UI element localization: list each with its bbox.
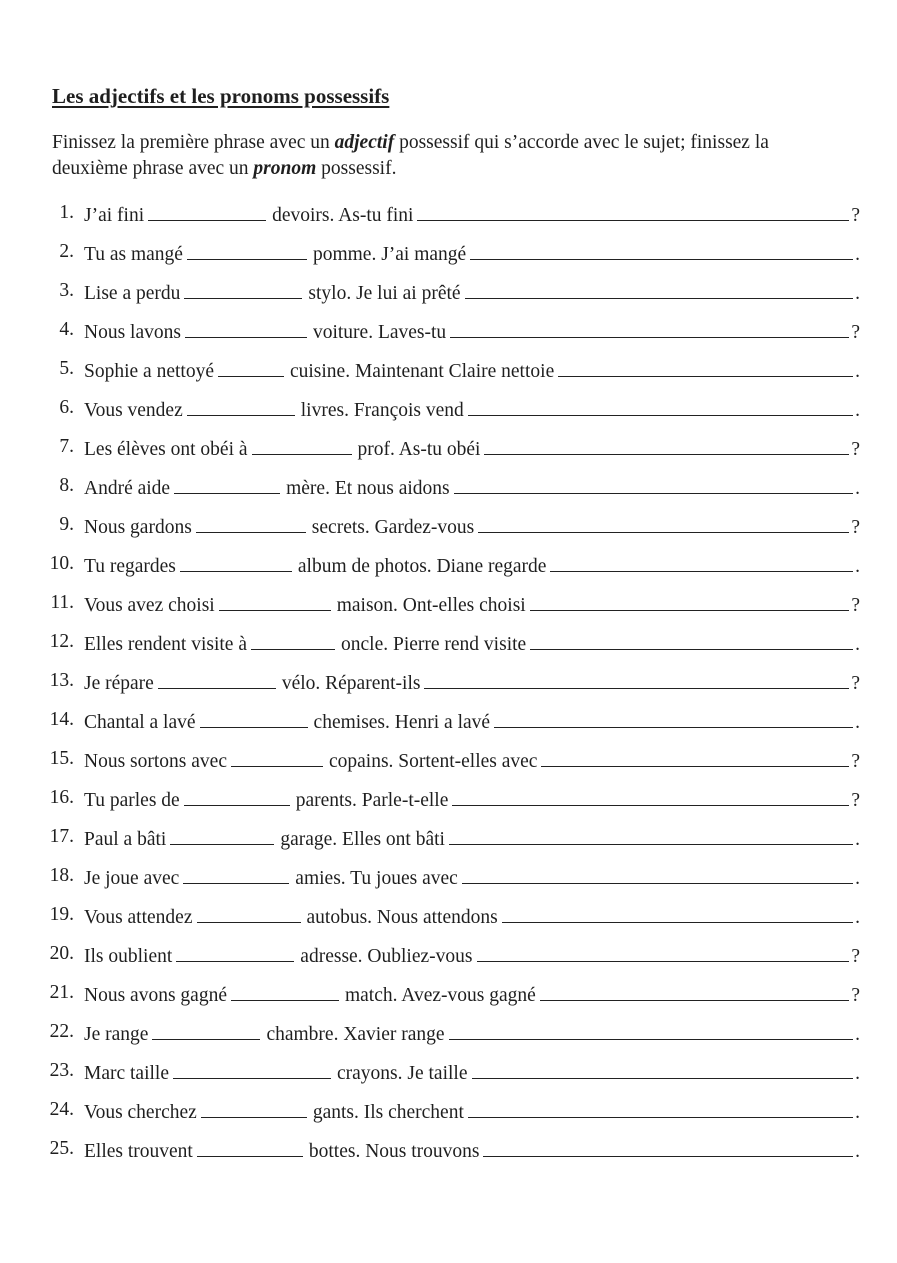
item-sentence <box>84 1017 860 1050</box>
exercise-item <box>0 354 860 384</box>
pronoun-blank[interactable] <box>472 1056 854 1079</box>
pronoun-blank[interactable] <box>502 900 853 923</box>
adjective-blank[interactable] <box>185 315 307 338</box>
exercise-item <box>0 198 860 228</box>
sentence-start: Tu parles de <box>84 790 180 811</box>
end-punctuation: ? <box>851 790 860 811</box>
end-punctuation: ? <box>851 946 860 967</box>
adjective-blank[interactable] <box>218 354 284 377</box>
sentence-middle: album de photos. Diane regarde <box>297 556 547 577</box>
item-sentence <box>84 822 860 855</box>
sentence-start: Paul a bâti <box>84 829 167 850</box>
end-punctuation: ? <box>851 595 860 616</box>
adjective-blank[interactable] <box>176 939 294 962</box>
adjective-blank[interactable] <box>183 861 289 884</box>
adjective-blank[interactable] <box>187 237 307 260</box>
item-number: 23. <box>49 1060 74 1081</box>
item-sentence <box>84 783 860 816</box>
sentence-middle: devoirs. As-tu fini <box>272 205 414 226</box>
end-punctuation: . <box>855 1063 860 1084</box>
exercise-item <box>0 627 860 657</box>
sentence-start: Nous avons gagné <box>84 985 227 1006</box>
exercise-item <box>0 744 860 774</box>
adjective-blank[interactable] <box>231 744 323 767</box>
end-punctuation: . <box>855 283 860 304</box>
item-number: 22. <box>49 1021 74 1042</box>
item-sentence <box>84 354 860 387</box>
exercise-item <box>0 315 860 345</box>
item-number: 2. <box>59 241 74 262</box>
pronoun-blank[interactable] <box>478 510 849 533</box>
exercise-item <box>0 1095 860 1125</box>
item-number: 3. <box>59 280 74 301</box>
sentence-middle: oncle. Pierre rend visite <box>341 634 527 655</box>
item-number: 10. <box>49 553 74 574</box>
adjective-blank[interactable] <box>197 900 301 923</box>
adjective-blank[interactable] <box>148 198 266 221</box>
exercise-item <box>0 1056 860 1086</box>
sentence-middle: vélo. Réparent-ils <box>281 673 421 694</box>
pronoun-blank[interactable] <box>541 744 849 767</box>
sentence-start: Elles rendent visite à <box>84 634 247 655</box>
exercise-item <box>0 822 860 852</box>
exercise-item <box>0 471 860 501</box>
sentence-middle: match. Avez-vous gagné <box>344 985 536 1006</box>
adjective-blank[interactable] <box>219 588 331 611</box>
item-number: 5. <box>59 358 74 379</box>
sentence-middle: livres. François vend <box>300 400 464 421</box>
sentence-start: J’ai fini <box>84 205 145 226</box>
pronoun-blank[interactable] <box>465 276 854 299</box>
instructions-text: Finissez la première phrase avec un <box>52 132 335 153</box>
adjective-blank[interactable] <box>174 471 280 494</box>
adjective-blank[interactable] <box>252 432 352 455</box>
item-sentence <box>84 549 860 582</box>
item-sentence <box>84 1056 860 1089</box>
pronoun-blank[interactable] <box>477 939 850 962</box>
sentence-middle: voiture. Laves-tu <box>312 322 447 343</box>
sentence-start: Marc taille <box>84 1063 169 1084</box>
sentence-start: Tu regardes <box>84 556 176 577</box>
exercise-item <box>0 1134 860 1164</box>
adjective-blank[interactable] <box>201 1095 307 1118</box>
sentence-start: Lise a perdu <box>84 283 181 304</box>
end-punctuation: . <box>855 1024 860 1045</box>
exercise-item <box>0 666 860 696</box>
sentence-middle: crayons. Je taille <box>337 1063 468 1084</box>
pronoun-blank[interactable] <box>540 978 850 1001</box>
item-number: 15. <box>49 748 74 769</box>
sentence-middle: chemises. Henri a lavé <box>313 712 491 733</box>
instructions-text: possessif. <box>316 158 397 179</box>
pronoun-blank[interactable] <box>550 549 853 572</box>
pronoun-blank[interactable] <box>494 705 853 728</box>
adjective-blank[interactable] <box>152 1017 260 1040</box>
sentence-start: Nous sortons avec <box>84 751 227 772</box>
sentence-middle: gants. Ils cherchent <box>312 1102 464 1123</box>
exercise-item <box>0 978 860 1008</box>
exercise-item <box>0 783 860 813</box>
adjective-blank[interactable] <box>158 666 276 689</box>
item-number: 11. <box>50 592 74 613</box>
end-punctuation: . <box>855 556 860 577</box>
exercise-item <box>0 705 860 735</box>
item-number: 20. <box>49 943 74 964</box>
adjective-blank[interactable] <box>251 627 335 650</box>
sentence-start: André aide <box>84 478 171 499</box>
item-sentence <box>84 978 860 1011</box>
pronoun-blank[interactable] <box>454 471 853 494</box>
item-sentence <box>84 588 860 621</box>
instructions <box>52 130 842 182</box>
adjective-blank[interactable] <box>187 393 295 416</box>
adjective-blank[interactable] <box>180 549 292 572</box>
sentence-start: Je range <box>84 1024 149 1045</box>
exercise-item <box>0 588 860 618</box>
sentence-middle: adresse. Oubliez-vous <box>300 946 473 967</box>
sentence-start: Chantal a lavé <box>84 712 196 733</box>
pronoun-blank[interactable] <box>450 315 849 338</box>
item-sentence <box>84 276 860 309</box>
item-sentence <box>84 510 860 543</box>
sentence-middle: stylo. Je lui ai prêté <box>308 283 461 304</box>
sentence-middle: autobus. Nous attendons <box>306 907 498 928</box>
item-sentence <box>84 198 860 231</box>
item-number: 25. <box>49 1138 74 1159</box>
sentence-middle: chambre. Xavier range <box>266 1024 445 1045</box>
sentence-middle: mère. Et nous aidons <box>286 478 450 499</box>
item-number: 24. <box>49 1099 74 1120</box>
item-number: 17. <box>49 826 74 847</box>
pronoun-blank[interactable] <box>558 354 853 377</box>
item-number: 16. <box>49 787 74 808</box>
exercise-item <box>0 861 860 891</box>
sentence-start: Nous gardons <box>84 517 192 538</box>
sentence-start: Les élèves ont obéi à <box>84 439 248 460</box>
item-number: 21. <box>49 982 74 1003</box>
pronoun-blank[interactable] <box>530 627 853 650</box>
sentence-middle: prof. As-tu obéi <box>357 439 481 460</box>
item-number: 18. <box>49 865 74 886</box>
pronoun-blank[interactable] <box>452 783 849 806</box>
sentence-middle: pomme. J’ai mangé <box>312 244 467 265</box>
exercise-item <box>0 276 860 306</box>
exercise-item <box>0 900 860 930</box>
exercise-item <box>0 237 860 267</box>
adjective-blank[interactable] <box>184 783 290 806</box>
item-number: 7. <box>59 436 74 457</box>
end-punctuation: ? <box>851 439 860 460</box>
end-punctuation: ? <box>851 751 860 772</box>
pronoun-blank[interactable] <box>470 237 853 260</box>
sentence-start: Nous lavons <box>84 322 181 343</box>
item-sentence <box>84 432 860 465</box>
end-punctuation: . <box>855 1141 860 1162</box>
pronoun-blank[interactable] <box>483 1134 853 1157</box>
adjective-blank[interactable] <box>196 510 306 533</box>
item-number: 13. <box>49 670 74 691</box>
item-sentence <box>84 705 860 738</box>
sentence-start: Ils oublient <box>84 946 173 967</box>
sentence-middle: maison. Ont-elles choisi <box>336 595 526 616</box>
sentence-start: Vous attendez <box>84 907 193 928</box>
page-title: Les adjectifs et les pronoms possessifs <box>52 84 390 108</box>
sentence-start: Vous vendez <box>84 400 183 421</box>
end-punctuation: . <box>855 244 860 265</box>
item-sentence <box>84 744 860 777</box>
instructions-text: possessif qui s’accorde avec le sujet; finissez la deuxième phrase avec un <box>52 132 769 179</box>
sentence-middle: garage. Elles ont bâti <box>280 829 445 850</box>
item-sentence <box>84 1095 860 1128</box>
pronoun-blank[interactable] <box>484 432 849 455</box>
instructions-emphasis-pronom: pronom <box>253 158 317 179</box>
item-sentence <box>84 393 860 426</box>
pronoun-blank[interactable] <box>468 1095 853 1118</box>
instructions-emphasis-adjectif: adjectif <box>334 132 395 153</box>
pronoun-blank[interactable] <box>468 393 853 416</box>
item-number: 1. <box>59 202 74 223</box>
end-punctuation: . <box>855 400 860 421</box>
end-punctuation: . <box>855 829 860 850</box>
sentence-middle: bottes. Nous trouvons <box>308 1141 480 1162</box>
end-punctuation: . <box>855 634 860 655</box>
sentence-middle: secrets. Gardez-vous <box>311 517 475 538</box>
sentence-middle: amies. Tu joues avec <box>295 868 458 889</box>
pronoun-blank[interactable] <box>449 1017 854 1040</box>
item-sentence <box>84 861 860 894</box>
pronoun-blank[interactable] <box>417 198 849 221</box>
item-number: 12. <box>49 631 74 652</box>
exercise-item <box>0 939 860 969</box>
item-sentence <box>84 1134 860 1167</box>
pronoun-blank[interactable] <box>424 666 849 689</box>
item-sentence <box>84 627 860 660</box>
pronoun-blank[interactable] <box>449 822 853 845</box>
sentence-middle: copains. Sortent-elles avec <box>328 751 538 772</box>
sentence-start: Tu as mangé <box>84 244 183 265</box>
sentence-start: Je répare <box>84 673 154 694</box>
sentence-start: Je joue avec <box>84 868 180 889</box>
item-sentence <box>84 471 860 504</box>
sentence-middle: cuisine. Maintenant Claire nettoie <box>289 361 555 382</box>
end-punctuation: ? <box>851 673 860 694</box>
end-punctuation: ? <box>851 517 860 538</box>
adjective-blank[interactable] <box>197 1134 303 1157</box>
item-sentence <box>84 666 860 699</box>
sentence-start: Vous cherchez <box>84 1102 197 1123</box>
exercise-item <box>0 393 860 423</box>
item-number: 9. <box>59 514 74 535</box>
exercise-item <box>0 1017 860 1047</box>
item-number: 6. <box>59 397 74 418</box>
adjective-blank[interactable] <box>231 978 339 1001</box>
pronoun-blank[interactable] <box>530 588 850 611</box>
item-number: 19. <box>49 904 74 925</box>
end-punctuation: ? <box>851 985 860 1006</box>
adjective-blank[interactable] <box>184 276 302 299</box>
pronoun-blank[interactable] <box>462 861 853 884</box>
end-punctuation: ? <box>851 205 860 226</box>
item-sentence <box>84 900 860 933</box>
adjective-blank[interactable] <box>200 705 308 728</box>
item-sentence <box>84 315 860 348</box>
exercise-item <box>0 510 860 540</box>
item-number: 4. <box>59 319 74 340</box>
sentence-start: Elles trouvent <box>84 1141 193 1162</box>
end-punctuation: . <box>855 907 860 928</box>
end-punctuation: . <box>855 361 860 382</box>
item-sentence <box>84 237 860 270</box>
sentence-middle: parents. Parle-t-elle <box>295 790 449 811</box>
end-punctuation: . <box>855 712 860 733</box>
exercise-item <box>0 432 860 462</box>
end-punctuation: . <box>855 1102 860 1123</box>
adjective-blank[interactable] <box>173 1056 331 1079</box>
sentence-start: Vous avez choisi <box>84 595 215 616</box>
item-number: 14. <box>49 709 74 730</box>
end-punctuation: . <box>855 478 860 499</box>
exercise-item <box>0 549 860 579</box>
adjective-blank[interactable] <box>170 822 274 845</box>
item-number: 8. <box>59 475 74 496</box>
end-punctuation: ? <box>851 322 860 343</box>
item-sentence <box>84 939 860 972</box>
sentence-start: Sophie a nettoyé <box>84 361 214 382</box>
end-punctuation: . <box>855 868 860 889</box>
